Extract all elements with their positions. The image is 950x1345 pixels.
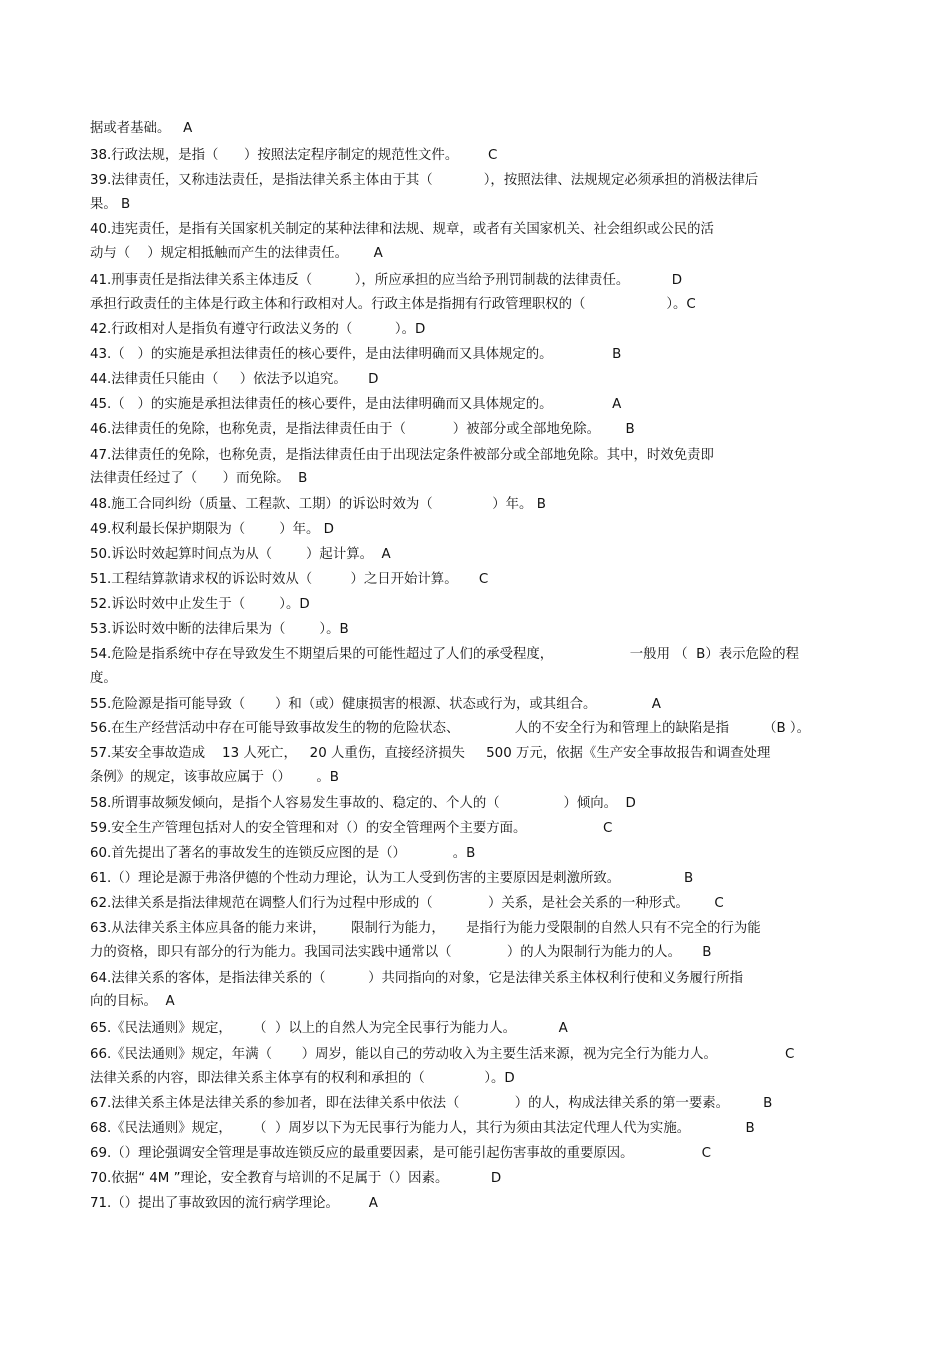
text-line: 59.安全生产管理包括对人的安全管理和对（）的安全管理两个主要方面。 C	[90, 821, 613, 836]
text-line: 60.首先提出了著名的事故发生的连锁反应图的是（） 。B	[90, 846, 476, 861]
text-line: 43.（ ）的实施是承担法律责任的核心要件，是由法律明确而又具体规定的。 B	[90, 347, 622, 362]
text-line: 44.法律责任只能由（ ）依法予以追究。 D	[90, 372, 379, 387]
text-line: 64.法律关系的客体，是指法律关系的（ ）共同指向的对象，它是法律关系主体权利行使和义务履行所指	[90, 971, 744, 986]
text-line: 71.（）提出了事故致因的流行病学理论。 A	[90, 1196, 378, 1211]
text-line: 57.某安全事故造成 13 人死亡， 20 人重伤，直接经济损失 500 万元，依据《生产安全事故报告和调查处理	[90, 746, 771, 761]
text-line: 45.（ ）的实施是承担法律责任的核心要件，是由法律明确而又具体规定的。 A	[90, 397, 622, 412]
text-line: 69.（）理论强调安全管理是事故连锁反应的最重要因素，是可能引起伤害事故的重要原因。 C	[90, 1146, 711, 1161]
text-line: 49.权利最长保护期限为（ ）年。 D	[90, 522, 334, 537]
text-line: 61.（）理论是源于弗洛伊德的个性动力理论，认为工人受到伤害的主要原因是刺激所致。 B	[90, 871, 694, 886]
text-line: 70.依据“ 4M ”理论，安全教育与培训的不足属于（）因素。 D	[90, 1171, 502, 1186]
text-line: 51.工程结算款请求权的诉讼时效从（ ）之日开始计算。 C	[90, 572, 489, 587]
text-line: 65.《民法通则》规定， （ ）以上的自然人为完全民事行为能力人。 A	[90, 1021, 568, 1036]
text-line: 42.行政相对人是指负有遵守行政法义务的（ ）。D	[90, 322, 426, 337]
text-line: 58.所谓事故频发倾向，是指个人容易发生事故的、稳定的、个人的（ ）倾向。 D	[90, 796, 636, 811]
text-line: 38.行政法规，是指（ ）按照法定程序制定的规范性文件。 C	[90, 148, 498, 163]
text-line: 法律责任经过了（ ）而免除。 B	[90, 471, 308, 486]
text-line: 果。 B	[90, 197, 131, 212]
text-line: 67.法律关系主体是法律关系的参加者，即在法律关系中依法（ ）的人，构成法律关系的第一要素。 B	[90, 1096, 773, 1111]
text-line: 48.施工合同纠纷（质量、工程款、工期）的诉讼时效为（ ）年。 B	[90, 497, 546, 512]
text-line: 39.法律责任，又称违法责任，是指法律关系主体由于其（ ），按照法律、法规规定必须承担的消极法律后	[90, 173, 759, 188]
text-line: 63.从法律关系主体应具备的能力来讲， 限制行为能力， 是指行为能力受限制的自然人只有不完全的行为能	[90, 921, 761, 936]
text-line: 66.《民法通则》规定，年满（ ）周岁，能以自己的劳动收入为主要生活来源，视为完全行为能力人。 C	[90, 1047, 795, 1062]
text-line: 50.诉讼时效起算时间点为从（ ）起计算。 A	[90, 547, 391, 562]
text-line: 据或者基础。 A	[90, 121, 193, 136]
text-line: 度。	[90, 671, 117, 686]
text-line: 力的资格，即只有部分的行为能力。我国司法实践中通常以（ ）的人为限制行为能力的人。 B	[90, 945, 712, 960]
text-line: 52.诉讼时效中止发生于（ ）。D	[90, 597, 310, 612]
text-line: 承担行政责任的主体是行政主体和行政相对人。行政主体是指拥有行政管理职权的（ ）。C	[90, 297, 696, 312]
text-line: 向的目标。 A	[90, 994, 175, 1009]
text-line: 55.危险源是指可能导致（ ）和（或）健康损害的根源、状态或行为，或其组合。 A	[90, 697, 661, 712]
text-line: 41.刑事责任是指法律关系主体违反（ ），所应承担的应当给予刑罚制裁的法律责任。 D	[90, 273, 683, 288]
text-line: 40.违宪责任，是指有关国家机关制定的某种法律和法规、规章，或者有关国家机关、社会组织或公民的活	[90, 222, 714, 237]
text-line: 动与（ ）规定相抵触而产生的法律责任。 A	[90, 246, 383, 261]
text-line: 47.法律责任的免除，也称免责，是指法律责任由于出现法定条件被部分或全部地免除。其中，时效免责即	[90, 448, 714, 463]
text-line: 62.法律关系是指法律规范在调整人们行为过程中形成的（ ）关系，是社会关系的一种形式。 C	[90, 896, 724, 911]
text-line: 54.危险是指系统中存在导致发生不期望后果的可能性超过了人们的承受程度， 一般用 （ B）表示危险的程	[90, 647, 800, 662]
text-line: 56.在生产经营活动中存在可能导致事故发生的物的危险状态、 人的不安全行为和管理上的缺陷是指 （B ）。	[90, 721, 810, 736]
text-line: 法律关系的内容，即法律关系主体享有的权利和承担的（ ）。D	[90, 1071, 515, 1086]
text-line: 46.法律责任的免除，也称免责，是指法律责任由于（ ）被部分或全部地免除。 B	[90, 422, 635, 437]
text-line: 68.《民法通则》规定， （ ）周岁以下为无民事行为能力人，其行为须由其法定代理人代为实施。 B	[90, 1121, 755, 1136]
text-line: 条例》的规定，该事故应属于（） 。B	[90, 770, 339, 785]
text-line: 53.诉讼时效中断的法律后果为（ ）。B	[90, 622, 349, 637]
